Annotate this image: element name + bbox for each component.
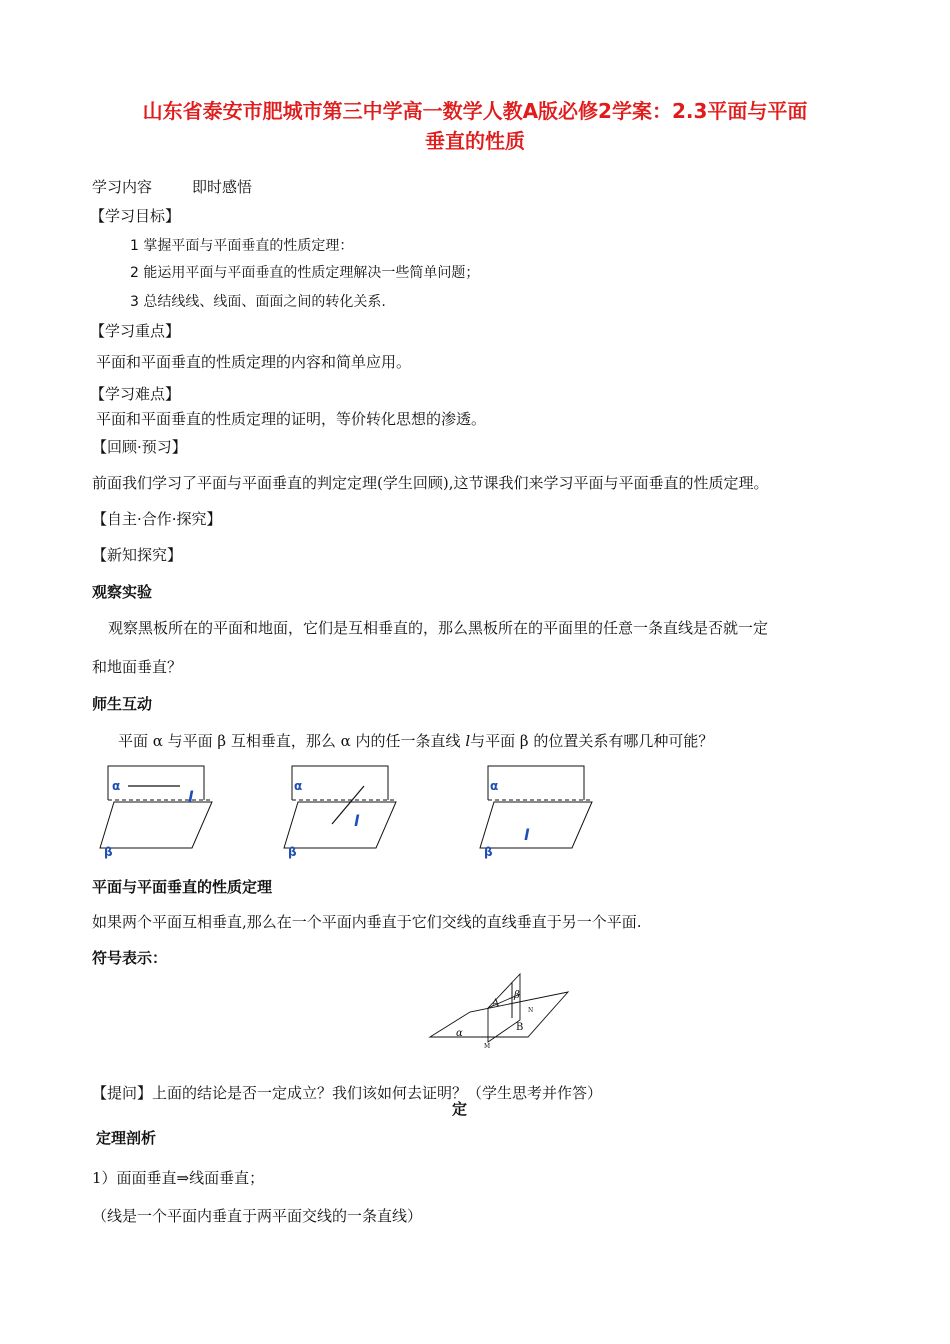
difficulties-heading: 【学习难点】 (90, 385, 181, 403)
fig3-alpha: α (490, 779, 499, 793)
figure-line-oblique (284, 764, 404, 860)
symbol-label-N: N (528, 1007, 534, 1014)
figure-line-parallel (100, 764, 220, 860)
fig2-alpha: α (294, 779, 303, 793)
fig1-beta: β (104, 845, 113, 859)
new-knowledge-heading: 【新知探究】 (92, 546, 183, 564)
question-stray-char: 定 (452, 1100, 468, 1118)
interaction-line-var: l (465, 732, 471, 750)
goal-item-2: 2 能运用平面与平面垂直的性质定理解决一些简单问题； (130, 265, 480, 281)
fig3-l: l (524, 826, 530, 844)
question-text: 【提问】上面的结论是否一定成立？我们该如何去证明？（学生思考并作答） (92, 1084, 603, 1102)
symbol-label-beta: β (514, 990, 520, 1001)
symbol-label-alpha: α (456, 1028, 463, 1039)
theorem-heading: 平面与平面垂直的性质定理 (92, 878, 273, 896)
fig2-l: l (354, 812, 360, 830)
interaction-question (118, 731, 713, 751)
header-col-content: 学习内容 (92, 178, 153, 196)
interaction-text-before: 平面 α 与平面 β 互相垂直，那么 α 内的任一条直线 (118, 732, 466, 750)
fig2-beta: β (288, 845, 297, 859)
interaction-heading: 师生互动 (92, 695, 153, 713)
goal-item-1: 1 掌握平面与平面垂直的性质定理： (130, 238, 354, 254)
document-title-line1: 山东省泰安市肥城市第三中学高一数学人教A版必修2学案：2.3平面与平面 (142, 99, 808, 123)
key-points-text: 平面和平面垂直的性质定理的内容和简单应用。 (96, 353, 412, 371)
review-text: 前面我们学习了平面与平面垂直的判定定理(学生回顾),这节课我们来学习平面与平面垂直的性质定理。 (92, 474, 769, 492)
review-heading: 【回顾·预习】 (92, 438, 187, 456)
key-points-heading: 【学习重点】 (90, 322, 181, 340)
goal-item-3: 3 总结线线、线面、面面之间的转化关系. (130, 294, 386, 310)
fig1-alpha: α (112, 779, 121, 793)
document-title-line2: 垂直的性质 (425, 129, 525, 153)
figure-symbol-planes (430, 972, 575, 1050)
explore-heading: 【自主·合作·探究】 (92, 510, 222, 528)
fig3-beta: β (484, 845, 493, 859)
observe-text-2: 和地面垂直？ (92, 658, 183, 676)
goals-heading: 【学习目标】 (90, 207, 181, 225)
symbol-label-M: M (484, 1043, 491, 1050)
difficulties-text: 平面和平面垂直的性质定理的证明，等价转化思想的渗透。 (96, 410, 487, 428)
theorem-text: 如果两个平面互相垂直,那么在一个平面内垂直于它们交线的直线垂直于另一个平面. (92, 913, 642, 931)
observe-text-1: 观察黑板所在的平面和地面，它们是互相垂直的，那么黑板所在的平面里的任意一条直线是否就一定 (108, 619, 769, 637)
analysis-item-1: 1）面面垂直⇒线面垂直； (92, 1169, 265, 1187)
observe-heading: 观察实验 (92, 583, 153, 601)
interaction-text-after: 与平面 β 的位置关系有哪几种可能？ (470, 732, 714, 750)
symbol-label-A: A (492, 998, 500, 1009)
fig1-l: l (188, 788, 194, 806)
figure-line-in-intersection (480, 764, 600, 860)
analysis-heading: 定理剖析 (96, 1129, 157, 1147)
symbol-label-B: B (516, 1022, 524, 1033)
header-col-insight: 即时感悟 (192, 178, 253, 196)
analysis-item-2: （线是一个平面内垂直于两平面交线的一条直线） (92, 1207, 423, 1225)
symbol-heading: 符号表示： (92, 949, 168, 967)
